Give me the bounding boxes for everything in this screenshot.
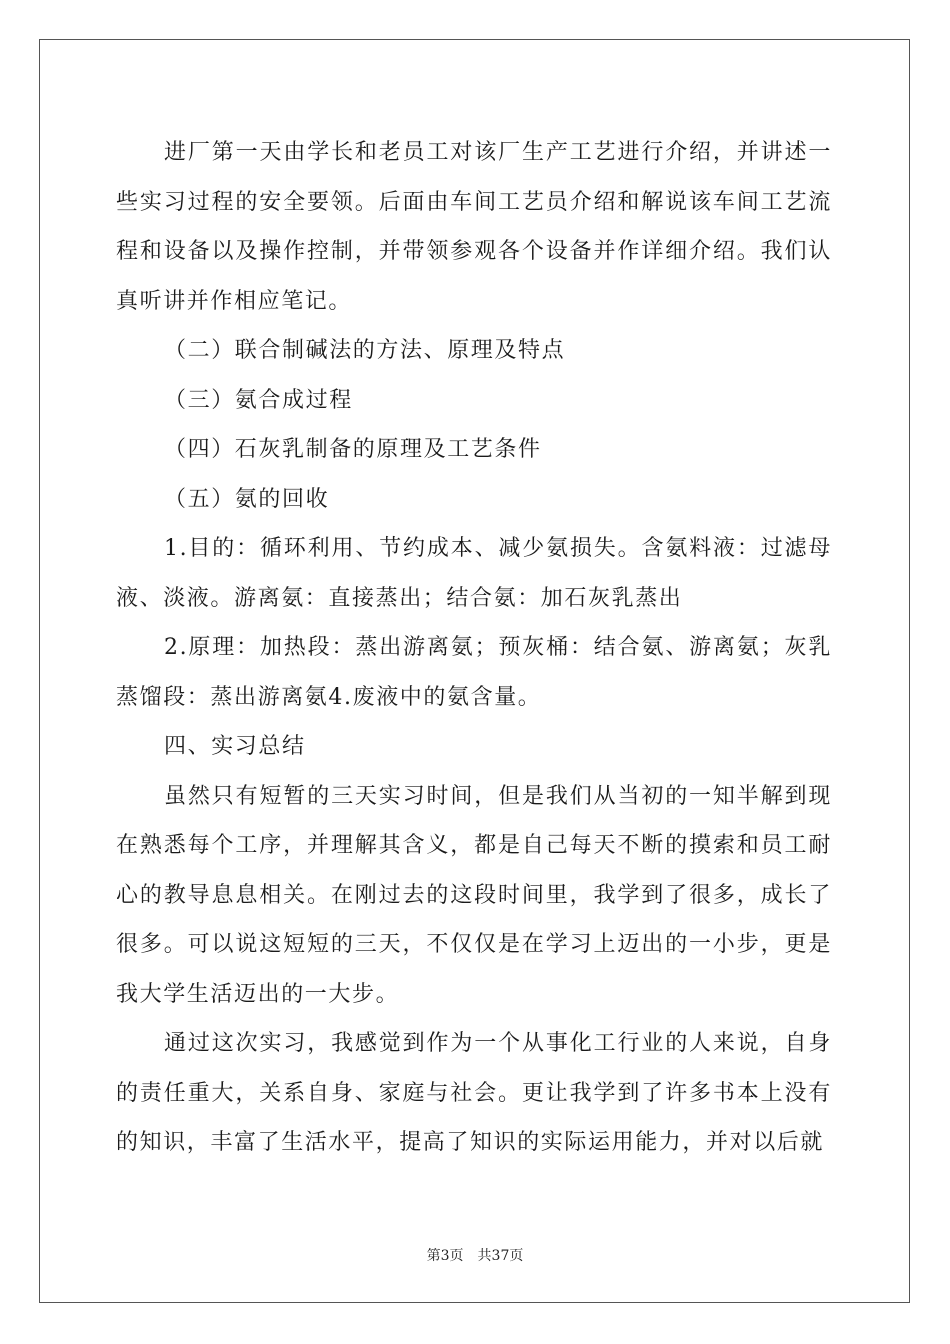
paragraph-summary-2: 通过这次实习，我感觉到作为一个从事化工行业的人来说，自身的责任重大，关系自身、家庭与社会。更让我学到了许多书本上没有的知识，丰富了生活水平，提高了知识的实际运用能力，并对以后就 bbox=[116, 1031, 832, 1155]
section-heading-5: （五）氨的回收 bbox=[164, 486, 330, 512]
paragraph-purpose: 1.目的：循环利用、节约成本、减少氨损失。含氨料液：过滤母液、淡液。游离氨：直接蒸出；结合氨：加石灰乳蒸出 bbox=[116, 536, 832, 611]
section-heading-3: （三）氨合成过程 bbox=[164, 387, 353, 413]
page-footer bbox=[0, 1247, 950, 1265]
page-number: 第3页 bbox=[426, 1248, 464, 1264]
section-heading-summary: 四、实习总结 bbox=[164, 734, 306, 759]
paragraph-summary-1: 虽然只有短暂的三天实习时间，但是我们从当初的一知半解到现在熟悉每个工序，并理解其含义，都是自己每天不断的摸索和员工耐心的教导息息相关。在刚过去的这段时间里，我学到了很多，成长了很多。可以说这短短的三天，不仅仅是在学习上迈出的一小步，更是我大学生活迈出的一大步。 bbox=[116, 783, 832, 1007]
section-heading-4: （四）石灰乳制备的原理及工艺条件 bbox=[164, 437, 542, 462]
section-heading-2: （二）联合制碱法的方法、原理及特点 bbox=[164, 338, 566, 363]
document-body bbox=[116, 128, 832, 1168]
paragraph-intro: 进厂第一天由学长和老员工对该厂生产工艺进行介绍，并讲述一些实习过程的安全要领。后面由车间工艺员介绍和解说该车间工艺流程和设备以及操作控制，并带领参观各个设备并作详细介绍。我们认真听讲并作相应笔记。 bbox=[116, 140, 832, 314]
page-total: 共37页 bbox=[477, 1248, 524, 1264]
paragraph-principle: 2.原理：加热段：蒸出游离氨；预灰桶：结合氨、游离氨；灰乳蒸馏段：蒸出游离氨4.废液中的氨含量。 bbox=[116, 635, 832, 710]
